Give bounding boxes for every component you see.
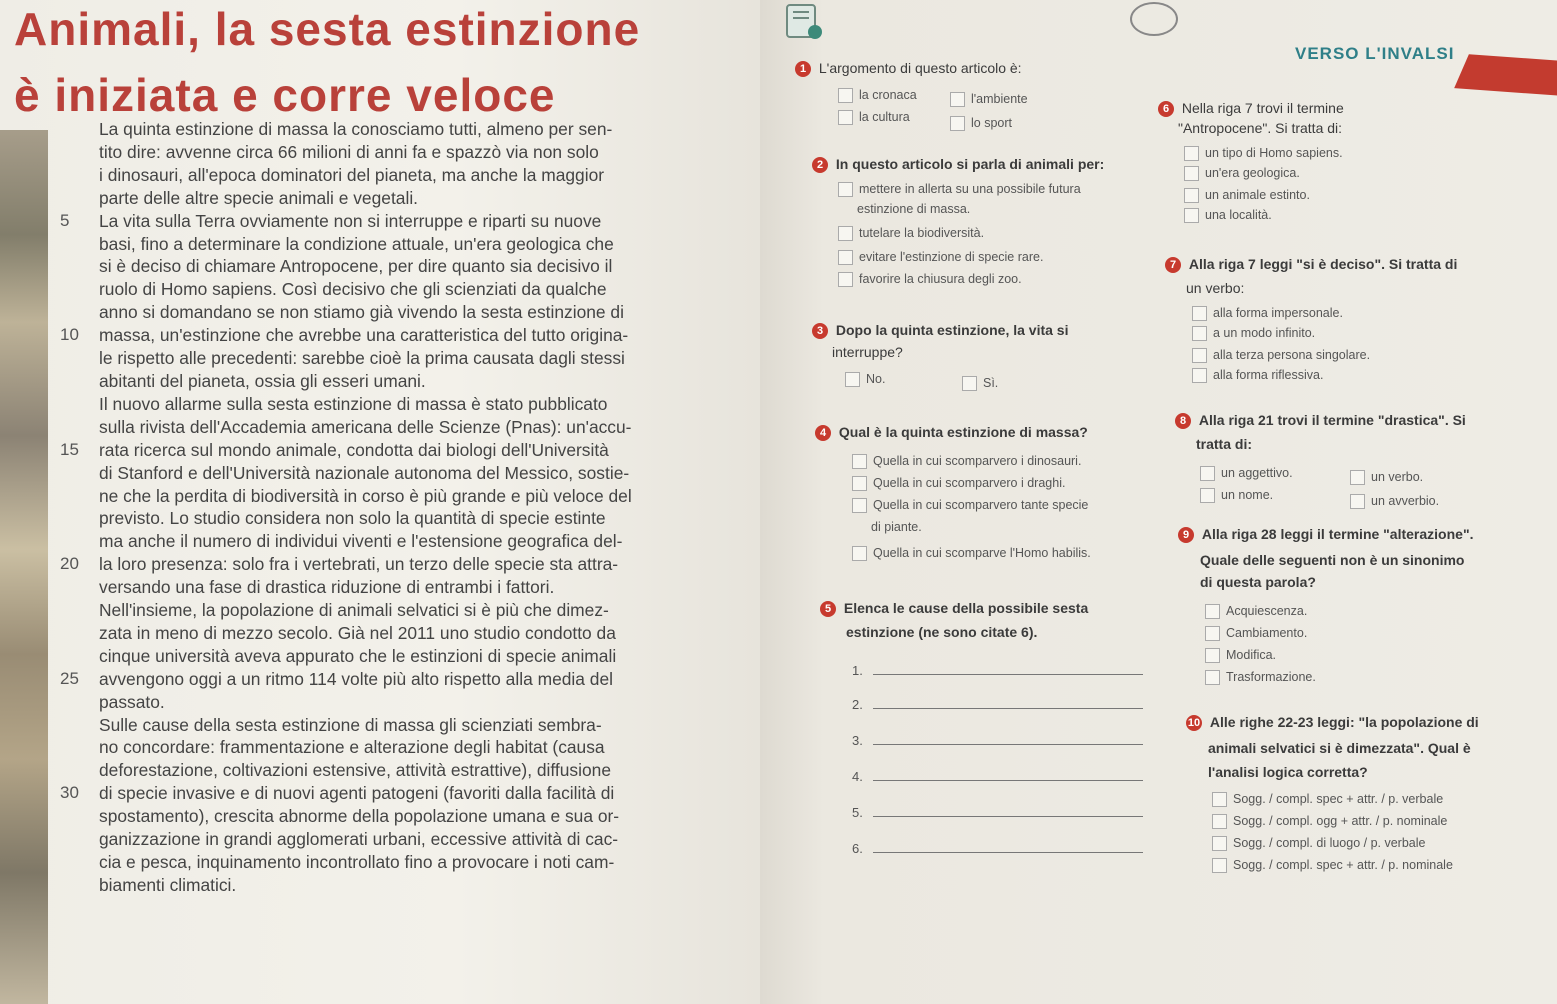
article-text: abitanti del pianeta, ossia gli esseri umani.	[99, 370, 426, 391]
question-6	[1158, 100, 1344, 117]
article-line	[52, 301, 752, 324]
q3-option[interactable]: Sì.	[962, 376, 998, 391]
q9-option[interactable]: Cambiamento.	[1205, 626, 1307, 641]
q8-option[interactable]: un avverbio.	[1350, 494, 1439, 509]
article-text: rata ricerca sul mondo animale, condotta dai biologi dell'Università	[99, 439, 609, 460]
article-line	[52, 416, 752, 439]
q1-option[interactable]: l'ambiente	[950, 92, 1028, 107]
article-text: cia e pesca, inquinamento incontrollato fino a provocare i noti cam-	[99, 852, 615, 872]
checkbox[interactable]	[1212, 792, 1227, 807]
question-text: L'argomento di questo articolo è:	[818, 60, 1022, 76]
section-label: VERSO L'INVALSI	[1295, 44, 1455, 63]
article-line	[52, 324, 752, 347]
article-text: Il nuovo allarme sulla sesta estinzione di massa è stato pubblicato	[99, 393, 608, 414]
q7-option[interactable]: alla forma riflessiva.	[1192, 368, 1323, 383]
article-line	[52, 851, 752, 874]
article-text: basi, fino a determinare la condizione attuale, un'era geologica che	[99, 233, 614, 254]
checkbox[interactable]	[1184, 166, 1199, 181]
article-text: ma anche il numero di individui viventi e l'estensione geografica del-	[99, 531, 623, 552]
checkbox[interactable]	[1192, 368, 1207, 383]
question-1	[795, 60, 1022, 77]
article-line	[52, 210, 752, 233]
book-icon	[783, 2, 827, 40]
question-10	[1186, 714, 1479, 731]
question-text: Nella riga 7 trovi il termine	[1181, 100, 1344, 116]
answer-line[interactable]	[873, 732, 1143, 745]
article-text: di specie invasive e di nuovi agenti patogeni (favoriti dalla facilità di	[99, 783, 615, 804]
title-line-2: è iniziata e corre veloce	[14, 69, 556, 121]
cause-blank[interactable]: 4.	[852, 768, 1143, 784]
title-line-1: Animali, la sesta estinzione	[14, 3, 641, 55]
article-line	[52, 187, 752, 210]
article-text: avvengono oggi a un ritmo 114 volte più alto rispetto alla media del	[99, 668, 613, 689]
question-number: 9	[1178, 527, 1194, 543]
checkbox[interactable]	[962, 376, 977, 391]
article-line	[52, 782, 752, 805]
article-text: tito dire: avvenne circa 66 milioni di anni fa e spazzò via non solo	[99, 141, 599, 162]
checkbox[interactable]	[1350, 470, 1365, 485]
checkbox[interactable]	[1192, 348, 1207, 363]
question-3-continued: interruppe?	[832, 344, 903, 360]
checkbox[interactable]	[1205, 648, 1220, 663]
article-text: cinque università aveva appurato che le estinzioni di specie animali	[99, 645, 617, 666]
q9-option[interactable]: Modifica.	[1205, 648, 1276, 663]
article-text: parte delle altre specie animali e vegetali.	[99, 187, 419, 208]
checkbox[interactable]	[838, 182, 853, 197]
article-line	[52, 530, 752, 553]
question-number: 5	[820, 601, 836, 617]
q2-option[interactable]: evitare l'estinzione di specie rare.	[838, 250, 1043, 265]
question-number: 2	[812, 157, 828, 173]
article-line	[52, 507, 752, 530]
article-line	[52, 370, 752, 393]
q7-option[interactable]: alla forma impersonale.	[1192, 306, 1343, 321]
animal-photo-strip	[0, 130, 48, 1004]
checkbox[interactable]	[838, 250, 853, 265]
q4-option[interactable]: Quella in cui scomparvero i draghi.	[852, 476, 1065, 491]
q8-option[interactable]: un verbo.	[1350, 470, 1423, 485]
article-line	[52, 553, 752, 576]
cause-blank[interactable]: 1.	[852, 662, 1143, 678]
checkbox[interactable]	[1212, 836, 1227, 851]
question-9-continued: Quale delle seguenti non è un sinonimo	[1200, 552, 1465, 568]
article-line	[52, 668, 752, 691]
question-number: 4	[815, 425, 831, 441]
article-text: passato.	[99, 691, 165, 712]
line-number: 5	[60, 210, 70, 230]
article-text: deforestazione, coltivazioni estensive, attività estrattive), diffusione	[99, 760, 612, 781]
article-line	[52, 233, 752, 256]
q7-option[interactable]: a un modo infinito.	[1192, 326, 1315, 341]
question-5	[820, 600, 1088, 617]
article-line	[52, 714, 752, 737]
article-line	[52, 736, 752, 759]
question-10-continued: l'analisi logica corretta?	[1208, 764, 1368, 780]
checkbox[interactable]	[852, 498, 867, 513]
article-text: zata in meno di mezzo secolo. Già nel 2011 uno studio condotto da	[99, 622, 616, 643]
checkbox[interactable]	[838, 110, 853, 125]
article-line	[52, 164, 752, 187]
q10-option[interactable]: Sogg. / compl. di luogo / p. verbale	[1212, 836, 1425, 851]
question-text: Alla riga 28 leggi il termine "alterazione".	[1201, 526, 1474, 542]
article-line	[52, 759, 752, 782]
article-line	[52, 691, 752, 714]
q2-option-continued: estinzione di massa.	[857, 202, 971, 216]
article-text: i dinosauri, all'epoca dominatori del pianeta, ma anche la maggior	[99, 164, 605, 185]
q6-option[interactable]: un tipo di Homo sapiens.	[1184, 146, 1343, 161]
checkbox[interactable]	[1212, 814, 1227, 829]
article-text: Sulle cause della sesta estinzione di massa gli scienziati sembra-	[99, 714, 602, 735]
question-number: 6	[1158, 101, 1174, 117]
checkbox[interactable]	[1212, 858, 1227, 873]
checkbox[interactable]	[1184, 188, 1199, 203]
q8-option[interactable]: un aggettivo.	[1200, 466, 1293, 481]
question-8	[1175, 412, 1466, 429]
question-4	[815, 424, 1088, 441]
question-7	[1165, 256, 1457, 273]
question-number: 3	[812, 323, 828, 339]
checkbox[interactable]	[1200, 466, 1215, 481]
q9-option[interactable]: Trasformazione.	[1205, 670, 1316, 685]
article-text: Nell'insieme, la popolazione di animali selvatici si è più che dimez-	[99, 600, 609, 621]
checkbox[interactable]	[950, 116, 965, 131]
article-text: la loro presenza: solo fra i vertebrati, un terzo delle specie sta attra-	[99, 554, 619, 575]
line-number: 15	[60, 439, 79, 459]
question-7-continued: un verbo:	[1186, 280, 1245, 296]
checkbox[interactable]	[845, 372, 860, 387]
q4-option-continued: di piante.	[871, 520, 922, 534]
checkbox[interactable]	[950, 92, 965, 107]
question-text: In questo articolo si parla di animali per:	[835, 156, 1105, 172]
question-number: 10	[1187, 717, 1201, 730]
q6-option[interactable]: un'era geologica.	[1184, 166, 1300, 181]
article-text: anno si domandano se non stiamo già vivendo la sesta estinzione di	[99, 302, 624, 323]
question-8-continued: tratta di:	[1196, 436, 1252, 452]
article-line	[52, 645, 752, 668]
q10-option[interactable]: Sogg. / compl. spec + attr. / p. verbale	[1212, 792, 1443, 807]
checkbox[interactable]	[1192, 306, 1207, 321]
checkbox[interactable]	[1184, 146, 1199, 161]
q1-option[interactable]: la cultura	[838, 110, 910, 125]
line-number: 10	[60, 325, 79, 345]
cause-blank[interactable]: 5.	[852, 804, 1143, 820]
question-text: Dopo la quinta estinzione, la vita si	[835, 322, 1069, 338]
q4-option[interactable]: Quella in cui scomparvero i dinosauri.	[852, 454, 1081, 469]
q6-option[interactable]: una località.	[1184, 208, 1272, 223]
q2-option[interactable]: tutelare la biodiversità.	[838, 226, 984, 241]
cause-blank[interactable]: 6.	[852, 840, 1143, 856]
article-line	[52, 393, 752, 416]
question-5-continued: estinzione (ne sono citate 6).	[846, 624, 1038, 640]
line-number: 20	[60, 554, 79, 574]
checkbox[interactable]	[1205, 626, 1220, 641]
article-line	[52, 462, 752, 485]
article-text: di Stanford e dell'Università nazionale autonoma del Messico, sostie-	[99, 462, 630, 483]
article-text: previsto. Lo studio considera non solo la quantità di specie estinte	[99, 508, 606, 529]
line-number: 30	[60, 783, 79, 803]
article-text: no concordare: frammentazione e alterazione degli habitat (causa	[99, 737, 605, 758]
article-text: le rispetto alle precedenti: sarebbe cioè la prima causata dagli stessi	[99, 348, 625, 369]
question-text: Qual è la quinta estinzione di massa?	[838, 424, 1088, 440]
article-text: versando una fase di drastica riduzione di entrambi i fattori.	[99, 577, 555, 598]
checkbox[interactable]	[852, 546, 867, 561]
article-text: ganizzazione in grandi agglomerati urbani, eccessive attività di cac-	[99, 829, 619, 850]
q8-option[interactable]: un nome.	[1200, 488, 1273, 503]
question-text: Elenca le cause della possibile sesta	[843, 600, 1089, 616]
question-9-continued: di questa parola?	[1200, 574, 1316, 590]
question-number: 7	[1165, 257, 1181, 273]
q2-option[interactable]: mettere in allerta su una possibile futura	[838, 182, 1081, 197]
question-6-continued: "Antropocene". Si tratta di:	[1178, 120, 1343, 136]
article-line	[52, 118, 752, 141]
q1-option[interactable]: lo sport	[950, 116, 1012, 131]
q9-option[interactable]: Acquiescenza.	[1205, 604, 1307, 619]
q4-option[interactable]: Quella in cui scomparvero tante specie	[852, 498, 1088, 513]
q10-option[interactable]: Sogg. / compl. ogg + attr. / p. nominale	[1212, 814, 1447, 829]
checkbox[interactable]	[1350, 494, 1365, 509]
article-line	[52, 622, 752, 645]
q10-option[interactable]: Sogg. / compl. spec + attr. / p. nominale	[1212, 858, 1453, 873]
checkbox[interactable]	[1184, 208, 1199, 223]
question-3	[812, 322, 1068, 339]
answer-line[interactable]	[873, 840, 1143, 853]
cause-blank[interactable]: 3.	[852, 732, 1143, 748]
question-10-continued: animali selvatici si è dimezzata". Qual è	[1208, 740, 1471, 756]
article-text: massa, un'estinzione che avrebbe una caratteristica del tutto origina-	[99, 325, 629, 346]
article-line	[52, 485, 752, 508]
answer-line[interactable]	[873, 696, 1143, 709]
line-number: 25	[60, 668, 79, 688]
checkbox[interactable]	[1200, 488, 1215, 503]
article-line	[52, 278, 752, 301]
decorative-circle	[1130, 2, 1178, 36]
article-line	[52, 576, 752, 599]
answer-line[interactable]	[873, 768, 1143, 781]
question-9	[1178, 526, 1473, 543]
article-line	[52, 874, 752, 897]
answer-line[interactable]	[873, 804, 1143, 817]
article-line	[52, 805, 752, 828]
question-2	[812, 156, 1104, 173]
q1-option[interactable]: la cronaca	[838, 88, 917, 103]
question-text: Alla riga 7 leggi "si è deciso". Si tratta di	[1188, 256, 1458, 272]
checkbox[interactable]	[852, 454, 867, 469]
article-text: ne che la perdita di biodiversità in corso è più grande e più veloce del	[99, 485, 632, 506]
article-body	[52, 118, 752, 897]
cause-blank[interactable]: 2.	[852, 696, 1143, 712]
q6-option[interactable]: un animale estinto.	[1184, 188, 1310, 203]
article-line	[52, 347, 752, 370]
q2-option[interactable]: favorire la chiusura degli zoo.	[838, 272, 1022, 287]
checkbox[interactable]	[1192, 326, 1207, 341]
article-text: biamenti climatici.	[99, 874, 237, 895]
article-line	[52, 439, 752, 462]
answer-line[interactable]	[873, 662, 1143, 675]
article-line	[52, 828, 752, 851]
checkbox[interactable]	[838, 226, 853, 241]
article-text: La vita sulla Terra ovviamente non si interruppe e riparti su nuove	[99, 210, 602, 231]
article-text: La quinta estinzione di massa la conosciamo tutti, almeno per sen-	[99, 119, 613, 139]
checkbox[interactable]	[838, 88, 853, 103]
q3-option[interactable]: No.	[845, 372, 885, 387]
checkbox[interactable]	[838, 272, 853, 287]
question-text: Alle righe 22-23 leggi: "la popolazione di	[1209, 714, 1479, 730]
article-text: sulla rivista dell'Accademia americana delle Scienze (Pnas): un'accu-	[99, 416, 632, 437]
question-number: 1	[795, 61, 811, 77]
checkbox[interactable]	[852, 476, 867, 491]
checkbox[interactable]	[1205, 670, 1220, 685]
article-text: ruolo di Homo sapiens. Così decisivo che gli scienziati da qualche	[99, 279, 607, 300]
article-text: spostamento), crescita abnorme della popolazione umana e sua or-	[99, 806, 620, 827]
q4-option[interactable]: Quella in cui scomparve l'Homo habilis.	[852, 546, 1091, 561]
q7-option[interactable]: alla terza persona singolare.	[1192, 348, 1370, 363]
question-number: 8	[1175, 413, 1191, 429]
question-text: Alla riga 21 trovi il termine "drastica". Si	[1198, 412, 1466, 428]
article-line	[52, 599, 752, 622]
checkbox[interactable]	[1205, 604, 1220, 619]
article-line	[52, 255, 752, 278]
article-text: si è deciso di chiamare Antropocene, per dire quanto sia decisivo il	[99, 256, 613, 277]
article-line	[52, 141, 752, 164]
